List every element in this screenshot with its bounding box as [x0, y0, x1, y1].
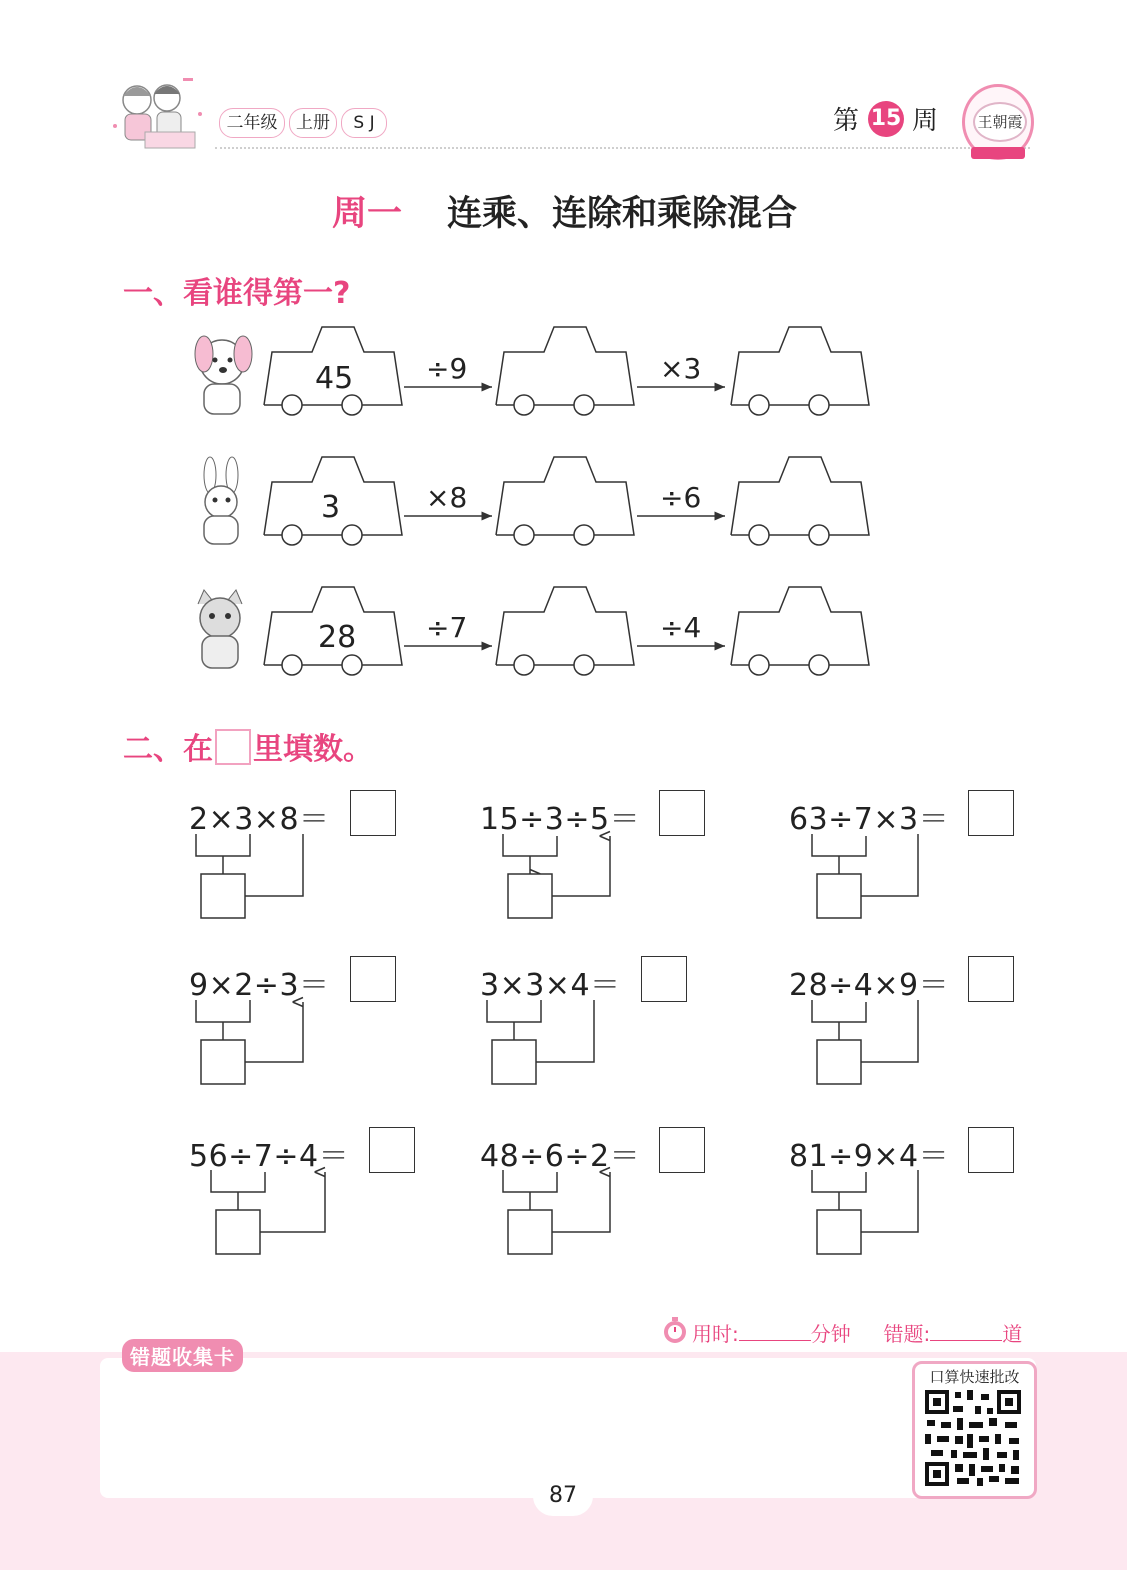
equation: 28÷4×9＝ [789, 968, 950, 1003]
week-suffix: 周 [912, 106, 939, 136]
time-blank[interactable] [739, 1340, 811, 1341]
equation: 81÷9×4＝ [789, 1139, 950, 1174]
edition-label: S J [341, 108, 387, 138]
start-number: 3 [321, 490, 341, 525]
time-label: 用时: [692, 1322, 739, 1346]
volume-label: 上册 [289, 108, 337, 138]
answer-box[interactable] [350, 956, 396, 1002]
qr-label: 口算快速批改 [929, 1368, 1020, 1386]
answer-box[interactable] [350, 790, 396, 836]
equation: 48÷6÷2＝ [480, 1139, 641, 1174]
brand-seal-text: 王朝霞 [973, 102, 1027, 142]
operation-label: ÷9 [426, 352, 468, 385]
grade-label: 二年级 [219, 108, 285, 138]
answer-box[interactable] [369, 1127, 415, 1173]
page-number: 87 [533, 1476, 593, 1516]
answer-box[interactable] [968, 790, 1014, 836]
topic-title: 连乘、连除和乘除混合 [447, 194, 798, 234]
stopwatch-icon [662, 1316, 688, 1344]
start-number: 28 [318, 620, 357, 655]
errors-blank[interactable] [930, 1340, 1002, 1341]
equation: 15÷3÷5＝ [480, 802, 641, 837]
qr-panel[interactable] [912, 1361, 1037, 1499]
qr-code-icon[interactable] [923, 1388, 1023, 1488]
timer-row [692, 1318, 1022, 1347]
errors-label: 错题: [883, 1322, 931, 1346]
operation-label: ÷7 [426, 611, 468, 644]
answer-box[interactable] [968, 1127, 1014, 1173]
week-number-badge: 15 [868, 101, 904, 137]
operation-label: ×8 [426, 481, 468, 514]
equation: 3×3×4＝ [480, 968, 621, 1003]
equation: 2×3×8＝ [189, 802, 330, 837]
mistake-card-label: 错题收集卡 [122, 1339, 243, 1372]
equation: 63÷7×3＝ [789, 802, 950, 837]
errors-unit: 道 [1002, 1322, 1023, 1346]
equation: 56÷7÷4＝ [189, 1139, 350, 1174]
operation-label: ×3 [660, 352, 702, 385]
operation-label: ÷4 [660, 611, 702, 644]
section2-heading-post: 里填数。 [253, 732, 373, 767]
operation-label: ÷6 [660, 481, 702, 514]
start-number: 45 [315, 361, 354, 396]
answer-box[interactable] [641, 956, 687, 1002]
answer-box[interactable] [659, 1127, 705, 1173]
answer-box[interactable] [968, 956, 1014, 1002]
day-title: 周一 [332, 194, 403, 234]
week-prefix: 第 [833, 106, 860, 136]
equation: 9×2÷3＝ [189, 968, 330, 1003]
time-unit: 分钟 [810, 1322, 851, 1346]
section1-heading: 一、看谁得第一? [123, 276, 351, 311]
section2-heading-pre: 二、在 [123, 732, 213, 767]
answer-box[interactable] [659, 790, 705, 836]
